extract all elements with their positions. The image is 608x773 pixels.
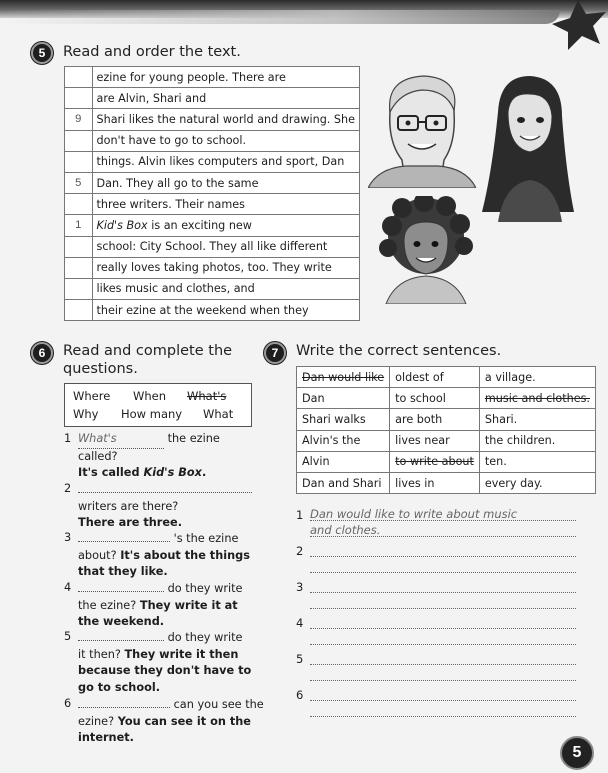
word: Why xyxy=(73,407,99,421)
dotted-line xyxy=(310,556,576,557)
answer-blank[interactable] xyxy=(78,580,164,592)
answer-line-6[interactable]: 6 xyxy=(296,688,576,720)
answer-line-3[interactable]: 3 xyxy=(296,580,576,612)
dotted-line xyxy=(310,592,576,593)
order-row xyxy=(65,67,360,88)
order-row xyxy=(65,130,360,151)
question-6: 6 can you see the ezine? You can see it on the internet. xyxy=(64,697,264,744)
order-number-cell[interactable] xyxy=(65,130,93,151)
order-number-cell[interactable]: 1 xyxy=(65,215,93,236)
sentence-part-cell: to write about xyxy=(390,451,480,472)
order-number-cell[interactable]: 9 xyxy=(65,109,93,130)
sentence-part-cell: lives in xyxy=(390,472,480,493)
sentence-row xyxy=(297,430,596,451)
order-row xyxy=(65,257,360,278)
sentence-part-cell: are both xyxy=(390,409,480,430)
order-number-cell[interactable] xyxy=(65,236,93,257)
order-number-cell[interactable] xyxy=(65,278,93,299)
order-row xyxy=(65,172,360,193)
answer-line-4[interactable]: 4 xyxy=(296,616,576,648)
exercise-number-6: 6 xyxy=(31,342,53,364)
dotted-line xyxy=(310,572,576,573)
dotted-line xyxy=(310,680,576,681)
sentence-part-cell: Dan would like xyxy=(297,367,390,388)
question-3: 3 's the ezine about? It's about the things that they like. xyxy=(64,531,250,578)
question-5: 5 do they write it then? They write it then because they don't have to go to school. xyxy=(64,630,252,694)
order-text-cell: Dan. They all go to the same xyxy=(92,172,360,193)
answer-blank[interactable] xyxy=(78,696,170,708)
word: Where xyxy=(73,389,111,403)
dotted-line xyxy=(310,644,576,645)
dotted-line xyxy=(310,536,576,537)
answer-blank[interactable] xyxy=(78,481,252,493)
sentence-table xyxy=(296,366,596,494)
example-answer-line1: Dan would like to write about music xyxy=(310,507,518,521)
exercise-number-7: 7 xyxy=(264,342,286,364)
sentence-part-cell: Dan xyxy=(297,388,390,409)
sentence-part-cell: every day. xyxy=(479,472,595,493)
order-number-cell[interactable] xyxy=(65,257,93,278)
order-text-cell: three writers. Their names xyxy=(92,194,360,215)
word-box xyxy=(64,383,252,427)
sentence-part-cell: the children. xyxy=(479,430,595,451)
sentence-row xyxy=(297,472,596,493)
sentence-row xyxy=(297,451,596,472)
answer-blank[interactable] xyxy=(78,629,164,641)
word: What xyxy=(203,407,234,421)
dotted-line xyxy=(310,608,576,609)
sentence-part-cell: lives near xyxy=(390,430,480,451)
dotted-line xyxy=(310,716,576,717)
word: How many xyxy=(121,407,183,421)
dotted-line xyxy=(310,628,576,629)
order-table xyxy=(64,66,360,321)
order-number-cell[interactable] xyxy=(65,151,93,172)
dotted-line xyxy=(310,700,576,701)
order-number-cell[interactable] xyxy=(65,194,93,215)
order-text-cell: school: City School. They all like different xyxy=(92,236,360,257)
girl-long-hair-illustration xyxy=(478,72,578,222)
exercise-5-title: Read and order the text. xyxy=(63,44,241,60)
order-row xyxy=(65,109,360,130)
sentence-part-cell: Dan and Shari xyxy=(297,472,390,493)
word-used: What's xyxy=(187,389,227,403)
dotted-line xyxy=(310,520,576,521)
word: When xyxy=(133,389,167,403)
sentence-part-cell: Shari. xyxy=(479,409,595,430)
order-text-cell: are Alvin, Shari and xyxy=(92,88,360,109)
order-row xyxy=(65,215,360,236)
sentence-part-cell: ten. xyxy=(479,451,595,472)
dotted-line xyxy=(310,664,576,665)
exercise-7-title: Write the correct sentences. xyxy=(296,343,502,359)
answer-line-1[interactable]: 1 Dan would like to write about music and clothes. xyxy=(296,508,576,540)
answer-line-2[interactable]: 2 xyxy=(296,544,576,576)
question-2: 2 writers are there? There are three. xyxy=(64,481,264,532)
order-number-cell[interactable] xyxy=(65,88,93,109)
page-number: 5 xyxy=(560,736,594,770)
exercise-6-title-line2: questions. xyxy=(63,361,138,377)
order-row xyxy=(65,236,360,257)
sentence-part-cell: Alvin xyxy=(297,451,390,472)
curly-hair-child-illustration xyxy=(372,196,480,304)
order-row xyxy=(65,88,360,109)
top-swoosh xyxy=(0,10,560,24)
order-text-cell: don't have to go to school. xyxy=(92,130,360,151)
order-number-cell[interactable]: 5 xyxy=(65,172,93,193)
order-text-cell: their ezine at the weekend when they xyxy=(92,300,360,321)
sentence-part-cell: music and clothes. xyxy=(479,388,595,409)
order-text-cell: likes music and clothes, and xyxy=(92,278,360,299)
order-text-cell: things. Alvin likes computers and sport, Dan xyxy=(92,151,360,172)
exercise-6-title-line1: Read and complete the xyxy=(63,343,233,359)
question-1: 1 What's the ezine called? It's called Kid's Box. xyxy=(64,432,220,479)
example-answer-line2: and clothes. xyxy=(310,523,381,537)
answer-blank[interactable] xyxy=(78,530,170,542)
sentence-row xyxy=(297,409,596,430)
order-text-cell: Shari likes the natural world and drawing. She xyxy=(92,109,360,130)
order-row xyxy=(65,194,360,215)
sentence-row xyxy=(297,388,596,409)
order-row xyxy=(65,151,360,172)
sentence-part-cell: Shari walks xyxy=(297,409,390,430)
sentence-part-cell: to school xyxy=(390,388,480,409)
order-row xyxy=(65,278,360,299)
answer-line-5[interactable]: 5 xyxy=(296,652,576,684)
order-number-cell[interactable] xyxy=(65,67,93,88)
order-text-cell: Kid's Box is an exciting new xyxy=(92,215,360,236)
boy-with-glasses-illustration xyxy=(368,72,476,188)
exercise-number-5: 5 xyxy=(31,42,53,64)
order-row xyxy=(65,300,360,321)
sentence-row xyxy=(297,367,596,388)
star-icon xyxy=(538,0,608,62)
order-text-cell: really loves taking photos, too. They write xyxy=(92,257,360,278)
order-text-cell: ezine for young people. There are xyxy=(92,67,360,88)
question-4: 4 do they write the ezine? They write it at the weekend. xyxy=(64,581,243,628)
sentence-part-cell: a village. xyxy=(479,367,595,388)
sentence-part-cell: Alvin's the xyxy=(297,430,390,451)
sentence-part-cell: oldest of xyxy=(390,367,480,388)
order-number-cell[interactable] xyxy=(65,300,93,321)
answer-blank-filled[interactable]: What's xyxy=(78,431,164,449)
